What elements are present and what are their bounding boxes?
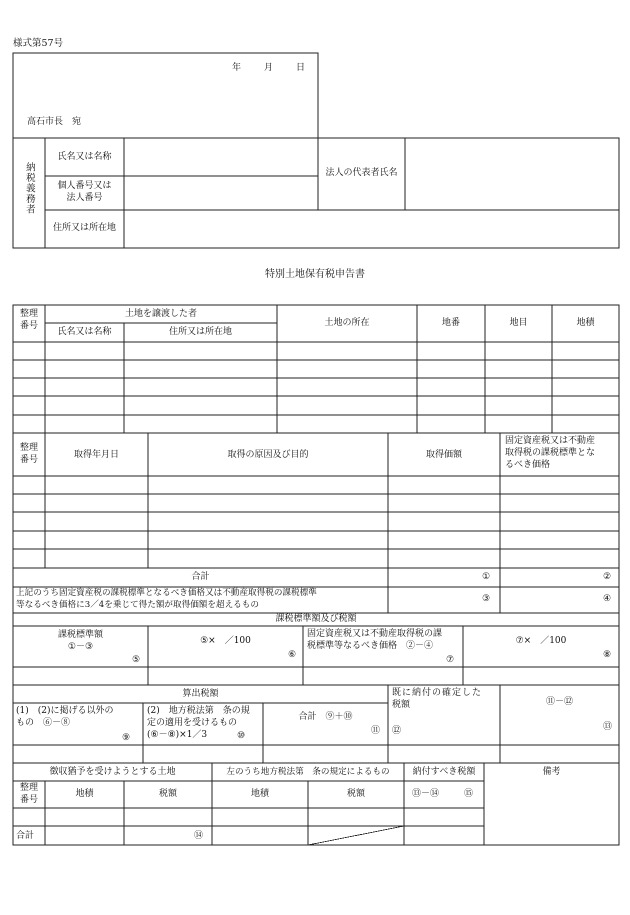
fixed-asset-label-1: 固定資産税又は不動産取得税の課 bbox=[307, 629, 443, 639]
date-year-label: 年 bbox=[232, 63, 242, 73]
transferor-header: 土地を譲渡した者 bbox=[124, 309, 197, 319]
acquisition-date-header: 取得年月日 bbox=[73, 450, 119, 460]
form-number: 様式第57号 bbox=[13, 38, 64, 49]
payable-tax-header: 納付すべき税額 bbox=[412, 767, 476, 777]
land-area-header: 地積 bbox=[576, 318, 595, 328]
date-day-label: 日 bbox=[296, 63, 306, 73]
case2-label-1: (2) 地方税法第 条の規 bbox=[147, 706, 250, 716]
marker-7: ⑦ bbox=[446, 655, 455, 665]
standard-value-header-3: るべき価格 bbox=[505, 460, 551, 470]
t3-no-label-2: 番号 bbox=[19, 795, 38, 805]
id-number-field[interactable] bbox=[125, 177, 317, 209]
difference-label: ⑪－⑫ bbox=[545, 697, 573, 707]
t1-address-header: 住所又は所在地 bbox=[168, 327, 232, 337]
t2-total-label: 合計 bbox=[191, 572, 210, 582]
law-tax-header: 税額 bbox=[346, 789, 365, 799]
tax-base-label-1: 課税標準額 bbox=[57, 630, 103, 640]
t1-no-label-1: 整理 bbox=[19, 309, 38, 319]
marker-13: ⑬ bbox=[603, 722, 613, 732]
marker-12: ⑫ bbox=[392, 726, 402, 736]
fixed-asset-label-2: 税標準等なるべき価格 ②－④ bbox=[307, 641, 434, 651]
case2-label-3: (⑥－⑧)×1／3 bbox=[147, 730, 208, 740]
marker-15: ⑮ bbox=[464, 789, 474, 799]
date-month-label: 月 bbox=[264, 63, 274, 73]
address-field[interactable] bbox=[125, 211, 618, 247]
marker-10: ⑩ bbox=[237, 731, 246, 741]
addressee: 高石市長 宛 bbox=[27, 117, 82, 127]
marker-1: ① bbox=[482, 572, 491, 582]
bottom-total-label: 合計 bbox=[16, 831, 35, 841]
remarks-header: 備考 bbox=[542, 767, 561, 777]
computed-tax-header: 算出税額 bbox=[182, 689, 219, 699]
marker-8: ⑧ bbox=[603, 650, 612, 660]
marker-3: ③ bbox=[482, 594, 491, 604]
standard-value-header-2: 取得税の課税標準とな bbox=[505, 448, 596, 458]
tax-base-header: 課税標準額及び税額 bbox=[275, 614, 357, 624]
note-line-2: 等なるべき価格に3／4を乗じて得た額が取得価額を超えるもの bbox=[16, 600, 259, 610]
id-number-label-2: 法人番号 bbox=[66, 193, 103, 203]
note-line-1: 上記のうち固定資産税の課税標準となるべき価格又は不動産取得税の課税標準 bbox=[16, 588, 317, 598]
acquisition-price-header: 取得価額 bbox=[425, 450, 462, 460]
marker-5: ⑤ bbox=[132, 655, 141, 665]
marker-4: ④ bbox=[603, 594, 612, 604]
tax-base-label-2: ①－③ bbox=[67, 642, 94, 652]
land-location-header: 土地の所在 bbox=[324, 318, 370, 328]
t1-no-label-2: 番号 bbox=[19, 321, 38, 331]
deferral-land-header: 徴収猶予を受けようとする土地 bbox=[49, 767, 176, 777]
case1-label-2: もの ⑥－⑧ bbox=[16, 718, 71, 728]
paid-tax-label-1: 既に納付の確定した bbox=[392, 688, 483, 698]
land-category-header: 地目 bbox=[509, 318, 528, 328]
law-area-header: 地積 bbox=[250, 789, 269, 799]
paid-tax-label-2: 税額 bbox=[392, 700, 411, 710]
t2-no-label-2: 番号 bbox=[19, 455, 38, 465]
marker-9: ⑨ bbox=[122, 733, 131, 743]
deferral-area-header: 地積 bbox=[75, 789, 94, 799]
rate-calc-2: ⑦× ／100 bbox=[515, 636, 567, 646]
marker-14: ⑭ bbox=[194, 831, 204, 841]
taxpayer-group-label: 納税義務者 bbox=[23, 162, 35, 215]
representative-label: 法人の代表者氏名 bbox=[325, 168, 398, 178]
t3-no-label-1: 整理 bbox=[19, 783, 38, 793]
form-title: 特別土地保有税申告書 bbox=[265, 269, 365, 280]
lot-number-header: 地番 bbox=[441, 318, 460, 328]
name-field[interactable] bbox=[125, 139, 317, 175]
case2-label-2: 定の適用を受けるもの bbox=[147, 718, 238, 728]
law-provision-header: 左のうち地方税法第 条の規定によるもの bbox=[226, 767, 390, 777]
payable-formula: ⑬－⑭ bbox=[412, 789, 440, 799]
address-label: 住所又は所在地 bbox=[52, 223, 116, 233]
acquisition-reason-header: 取得の原因及び目的 bbox=[227, 450, 309, 460]
deferral-tax-header: 税額 bbox=[158, 789, 177, 799]
id-number-label-1: 個人番号又は bbox=[57, 181, 112, 191]
rate-calc-1: ⑤× ／100 bbox=[200, 636, 251, 646]
case1-label-1: (1) (2)に掲げる以外の bbox=[16, 706, 114, 716]
representative-field[interactable] bbox=[406, 139, 618, 209]
name-label: 氏名又は名称 bbox=[57, 152, 112, 162]
t1-name-header: 氏名又は名称 bbox=[57, 327, 112, 337]
t2-no-label-1: 整理 bbox=[19, 443, 38, 453]
standard-value-header-1: 固定資産税又は不動産 bbox=[505, 436, 596, 446]
marker-2: ② bbox=[603, 572, 612, 582]
marker-11: ⑪ bbox=[371, 726, 381, 736]
marker-6: ⑥ bbox=[288, 650, 297, 660]
sum-label: 合計 ⑨＋⑩ bbox=[298, 712, 353, 722]
